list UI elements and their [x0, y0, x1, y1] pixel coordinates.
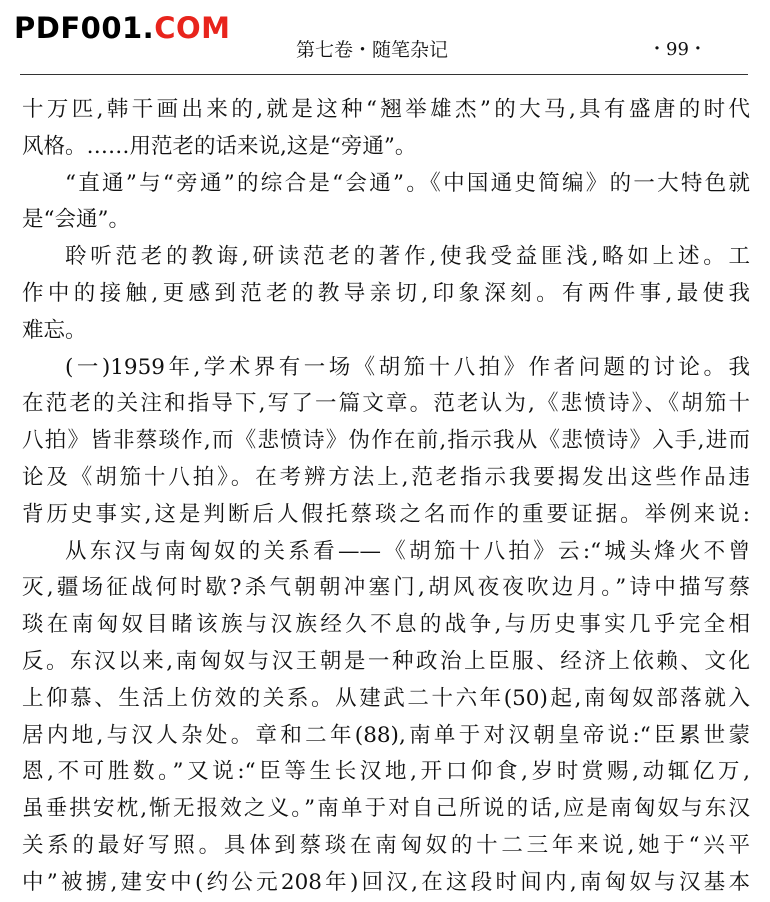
text-line: 聆听范老的教诲,研读范老的著作,使我受益匪浅,略如上述。工: [65, 244, 750, 270]
watermark-text-red: COM: [154, 11, 231, 45]
text-line: 琰在南匈奴目睹该族与汉族经久不息的战争,与历史事实几乎完全相: [22, 612, 750, 638]
body-text: [22, 92, 750, 902]
text-line: 八拍》皆非蔡琰作,而《悲愤诗》伪作在前,指示我从《悲愤诗》入手,进而: [22, 428, 750, 454]
text-line: 十万匹,韩干画出来的,就是这种“翘举雄杰”的大马,具有盛唐的时代: [22, 97, 750, 122]
text-line: 反。东汉以来,南匈奴与汉王朝是一种政治上臣服、经济上依赖、文化: [22, 648, 750, 674]
text-line: 关系的最好写照。具体到蔡琰在南匈奴的十二三年来说,她于“兴平: [22, 832, 750, 858]
running-title: 第七卷・随笔杂记: [296, 39, 449, 61]
header-rule: [20, 74, 748, 75]
text-line: 中”被掳,建安中(约公元208年)回汉,在这段时间内,南匈奴与汉基本: [22, 869, 750, 895]
text-line: 难忘。: [22, 317, 87, 343]
text-line: 灭,疆场征战何时歇?杀气朝朝冲塞门,胡风夜夜吹边月。”诗中描写蔡: [22, 575, 750, 601]
text-line: 作中的接触,更感到范老的教导亲切,印象深刻。有两件事,最使我: [22, 280, 750, 306]
text-line: 论及《胡笳十八拍》。在考辨方法上,范老指示我要揭发出这些作品违: [22, 464, 750, 490]
text-line: 风格。……用范老的话来说,这是“旁通”。: [22, 133, 417, 159]
text-line: 在范老的关注和指导下,写了一篇文章。范老认为,《悲愤诗》、《胡笳十: [22, 391, 750, 417]
watermark-logo: [14, 4, 231, 52]
page-number: ・99・: [648, 39, 707, 60]
text-line: “直通”与“旁通”的综合是“会通”。《中国通史简编》的一大特色就: [65, 170, 750, 196]
watermark-text-black: PDF001.: [14, 11, 155, 45]
text-line: 上仰慕、生活上仿效的关系。从建武二十六年(50)起,南匈奴部落就入: [22, 685, 750, 711]
text-line: 恩,不可胜数。”又说:“臣等生长汉地,开口仰食,岁时赏赐,动辄亿万,: [22, 759, 750, 785]
text-line: 是“会通”。: [22, 207, 130, 233]
text-line: 从东汉与南匈奴的关系看——《胡笳十八拍》云:“城头烽火不曾: [65, 538, 750, 564]
text-line: (一)1959年,学术界有一场《胡笳十八拍》作者问题的讨论。我: [65, 354, 750, 380]
text-line: 居内地,与汉人杂处。章和二年(88),南单于对汉朝皇帝说:“臣累世蒙: [22, 722, 750, 748]
text-line: 背历史事实,这是判断后人假托蔡琰之名而作的重要证据。举例来说:: [22, 501, 750, 527]
text-line: 虽垂拱安枕,惭无报效之义。”南单于对自己所说的话,应是南匈奴与东汉: [22, 796, 750, 822]
